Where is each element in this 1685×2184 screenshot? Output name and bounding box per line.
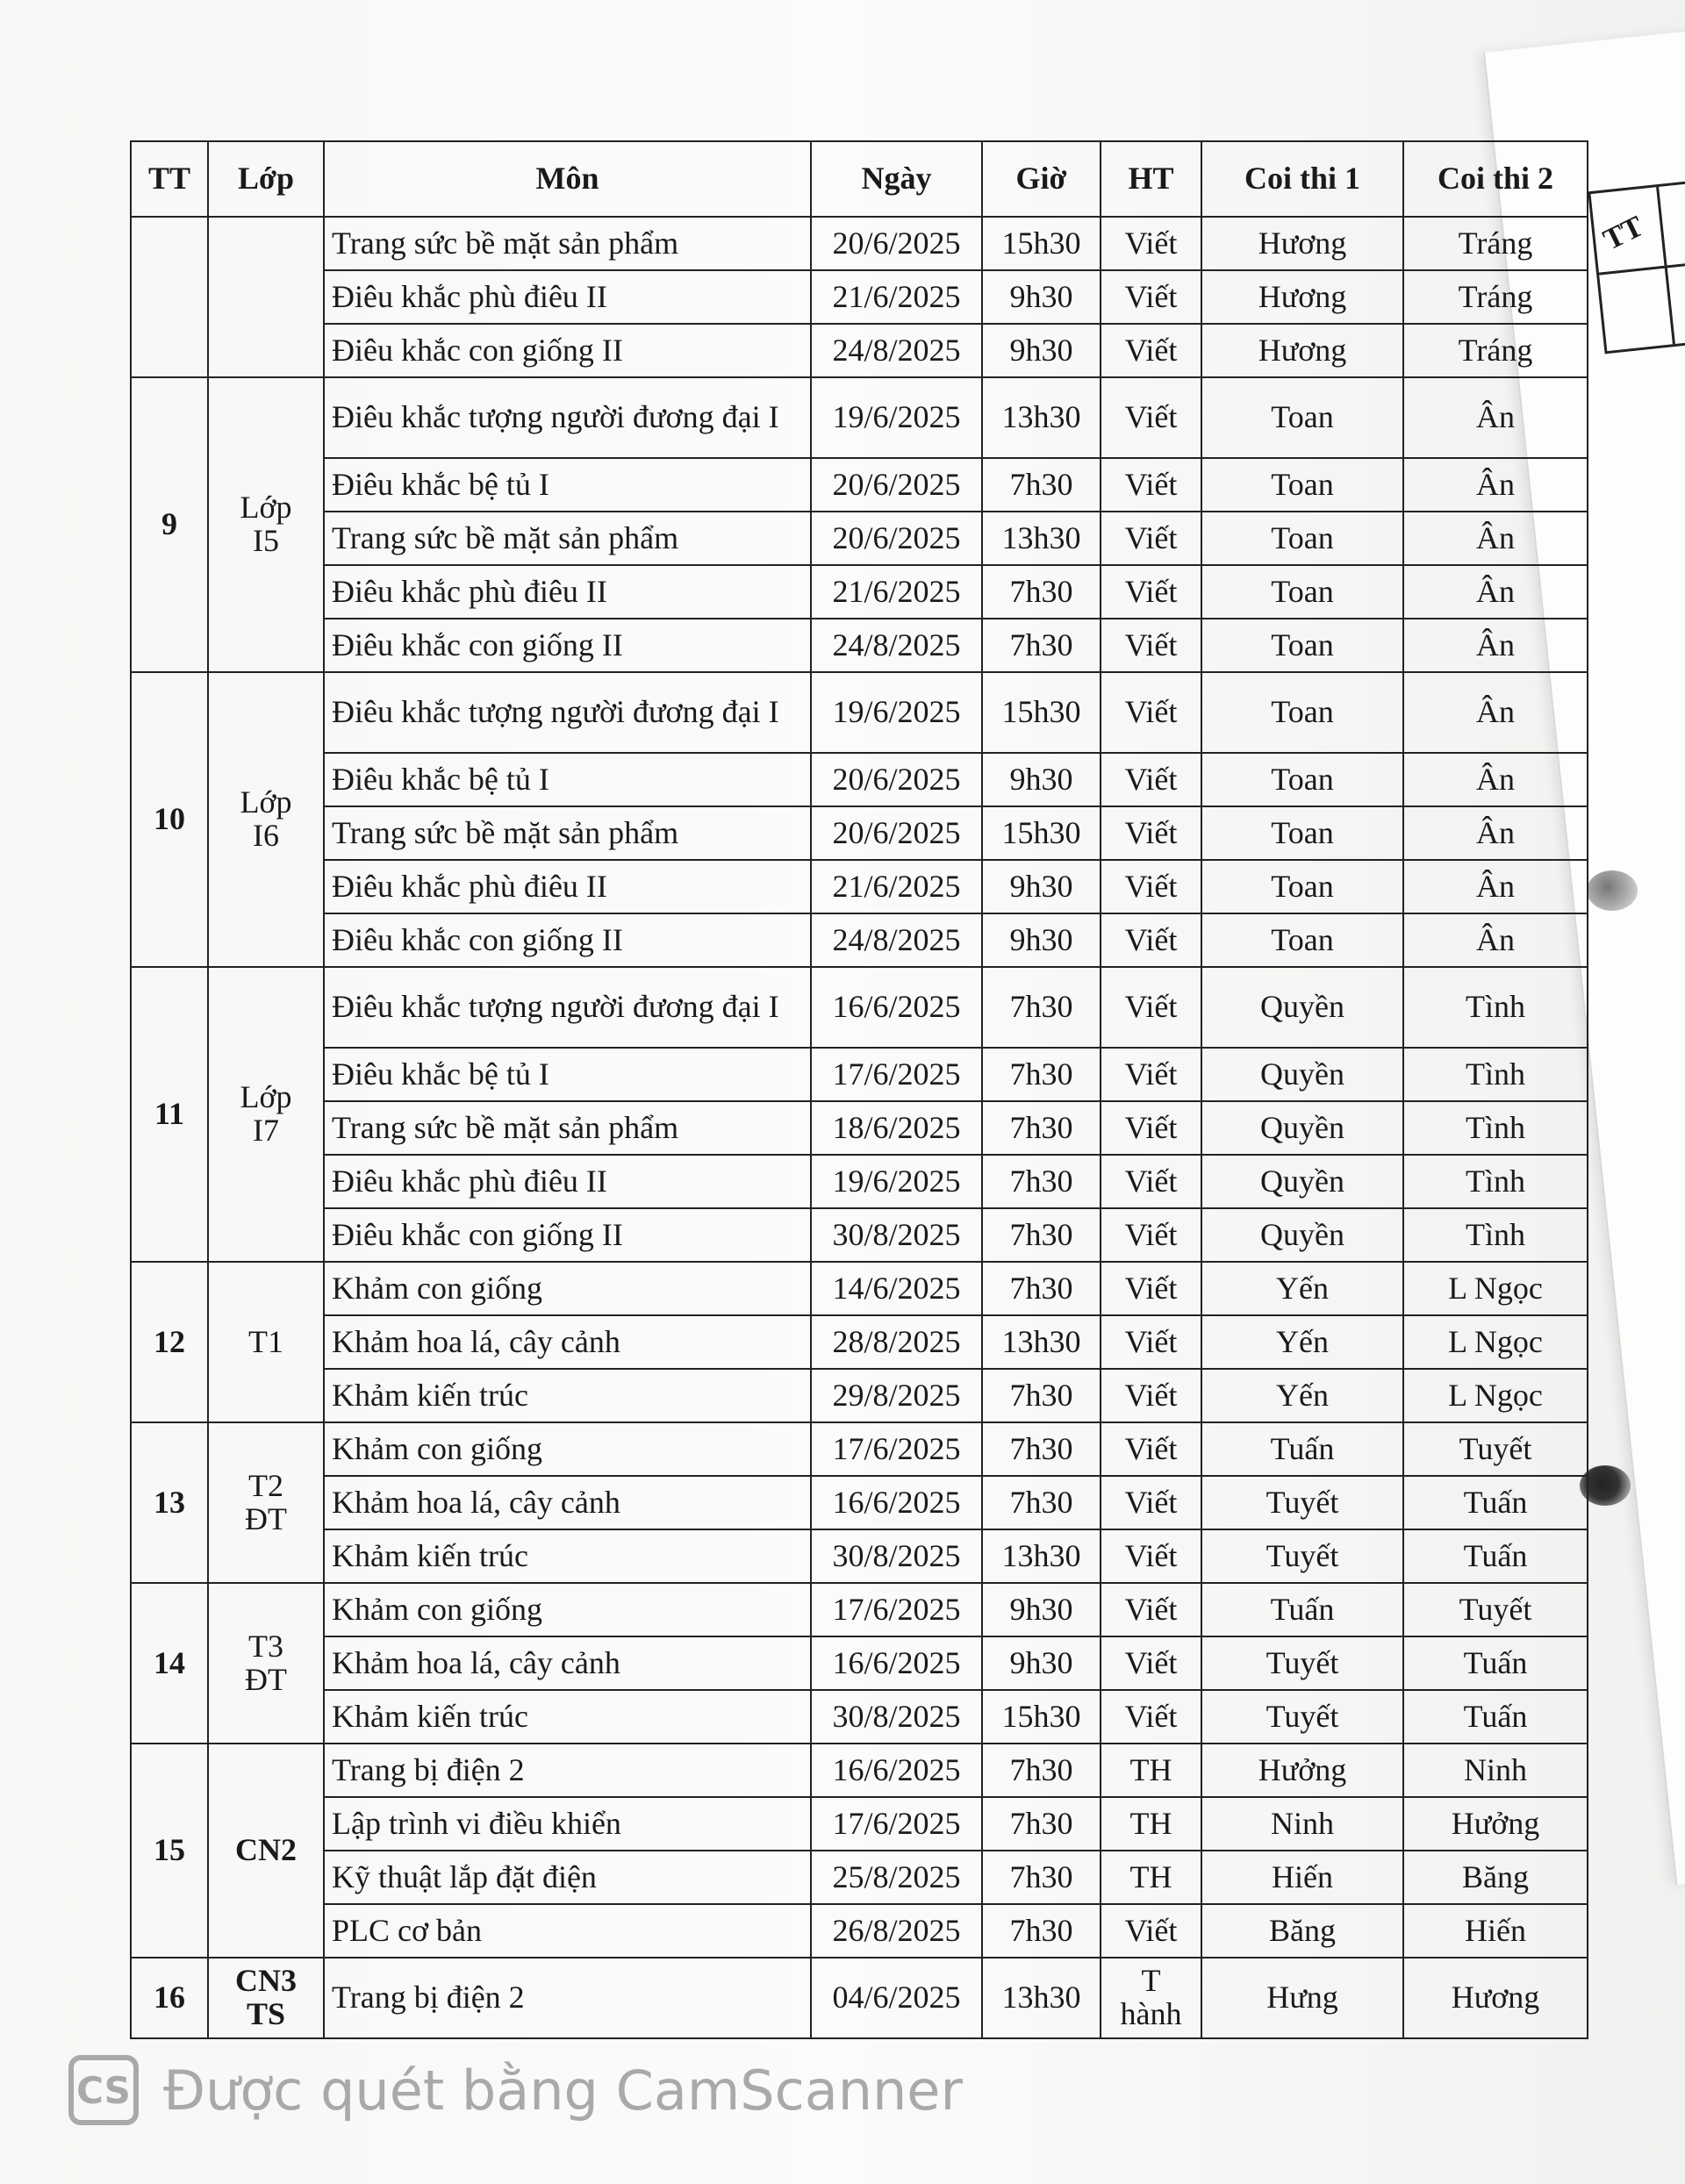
cell-subject: Điêu khắc phù điêu II <box>324 270 811 324</box>
header-ht: HT <box>1101 141 1201 217</box>
cell-time: 13h30 <box>982 512 1101 565</box>
cell-proctor-2: Tình <box>1403 1101 1588 1155</box>
cell-date: 16/6/2025 <box>811 967 982 1048</box>
camscanner-logo-icon: CS <box>68 2055 139 2125</box>
cell-date: 20/6/2025 <box>811 753 982 806</box>
cell-exam-form: Viết <box>1101 1476 1201 1529</box>
cell-time: 7h30 <box>982 1744 1101 1797</box>
cell-date: 30/8/2025 <box>811 1529 982 1583</box>
cell-proctor-2: Tuyết <box>1403 1422 1588 1476</box>
cell-date: 30/8/2025 <box>811 1690 982 1744</box>
class-name-line: T2 <box>248 1467 283 1503</box>
adjacent-table-fragment <box>1588 178 1685 354</box>
cell-proctor-2: Tình <box>1403 1048 1588 1101</box>
cell-exam-form: Viết <box>1101 753 1201 806</box>
cell-time: 9h30 <box>982 753 1101 806</box>
cell-subject: Điêu khắc tượng người đương đại I <box>324 377 811 458</box>
table-row <box>131 1744 1588 1797</box>
cell-proctor-2: L Ngọc <box>1403 1315 1588 1369</box>
header-ngay: Ngày <box>811 141 982 217</box>
cell-date: 14/6/2025 <box>811 1262 982 1315</box>
cell-proctor-1: Toan <box>1201 753 1403 806</box>
cell-proctor-2: L Ngọc <box>1403 1262 1588 1315</box>
table-row <box>131 324 1588 377</box>
cell-date: 04/6/2025 <box>811 1958 982 2038</box>
cell-subject: Khảm hoa lá, cây cảnh <box>324 1636 811 1690</box>
cell-proctor-1: Tuyết <box>1201 1529 1403 1583</box>
cell-date: 17/6/2025 <box>811 1048 982 1101</box>
cell-time: 13h30 <box>982 377 1101 458</box>
header-coi-thi-1: Coi thi 1 <box>1201 141 1403 217</box>
cell-date: 24/8/2025 <box>811 913 982 967</box>
cell-exam-form: Viết <box>1101 1369 1201 1422</box>
cell-tt: 13 <box>131 1422 208 1583</box>
cell-subject: Trang bị điện 2 <box>324 1958 811 2038</box>
cell-date: 16/6/2025 <box>811 1476 982 1529</box>
cell-exam-form: TH <box>1101 1744 1201 1797</box>
cell-exam-form: Viết <box>1101 913 1201 967</box>
cell-date: 25/8/2025 <box>811 1851 982 1904</box>
cell-proctor-2: L Ngọc <box>1403 1369 1588 1422</box>
cell-lop <box>208 377 324 672</box>
cell-tt <box>131 217 208 377</box>
cell-exam-form: Viết <box>1101 1636 1201 1690</box>
cell-subject: Điêu khắc con giống II <box>324 913 811 967</box>
cell-subject: Khảm con giống <box>324 1583 811 1636</box>
cell-lop <box>208 672 324 967</box>
class-name-line: CN3 <box>235 1963 297 1999</box>
cell-proctor-1: Quyền <box>1201 1155 1403 1208</box>
cell-exam-form: Viết <box>1101 1262 1201 1315</box>
cell-subject: Khảm hoa lá, cây cảnh <box>324 1315 811 1369</box>
cell-proctor-2: Ân <box>1403 619 1588 672</box>
cell-date: 20/6/2025 <box>811 458 982 512</box>
table-row <box>131 1690 1588 1744</box>
cell-subject: Điêu khắc bệ tủ I <box>324 1048 811 1101</box>
cell-proctor-2: Tráng <box>1403 324 1588 377</box>
cell-exam-form: Viết <box>1101 458 1201 512</box>
cell-proctor-1: Toan <box>1201 860 1403 913</box>
cell-date: 18/6/2025 <box>811 1101 982 1155</box>
table-row <box>131 967 1588 1048</box>
table-header-row <box>131 141 1588 217</box>
cell-exam-form: Viết <box>1101 270 1201 324</box>
punch-hole <box>1587 870 1638 911</box>
cell-subject: Điêu khắc phù điêu II <box>324 565 811 619</box>
class-name-line: I7 <box>253 1113 279 1148</box>
cell-proctor-1: Ninh <box>1201 1797 1403 1851</box>
cell-exam-form: TH <box>1101 1797 1201 1851</box>
adjacent-header-tt: TT <box>1598 210 1649 257</box>
cell-time: 9h30 <box>982 913 1101 967</box>
cell-proctor-1: Tuyết <box>1201 1476 1403 1529</box>
cell-exam-form: Viết <box>1101 565 1201 619</box>
cell-proctor-1: Quyền <box>1201 1101 1403 1155</box>
table-row <box>131 1851 1588 1904</box>
cell-exam-form: Viết <box>1101 1048 1201 1101</box>
cell-subject: Khảm con giống <box>324 1422 811 1476</box>
table-row <box>131 1208 1588 1262</box>
cell-proctor-2: Ân <box>1403 913 1588 967</box>
cell-subject: Điêu khắc phù điêu II <box>324 1155 811 1208</box>
cell-subject: Điêu khắc con giống II <box>324 324 811 377</box>
cell-subject: Trang sức bề mặt sản phẩm <box>324 217 811 270</box>
cell-proctor-2: Ân <box>1403 860 1588 913</box>
cell-subject: Điêu khắc tượng người đương đại I <box>324 672 811 753</box>
table-body <box>131 217 1588 2038</box>
cell-proctor-2: Ân <box>1403 565 1588 619</box>
header-tt: TT <box>131 141 208 217</box>
table-row <box>131 377 1588 458</box>
watermark-text: Được quét bằng CamScanner <box>163 2058 963 2123</box>
table-row <box>131 565 1588 619</box>
cell-proctor-2: Hương <box>1403 1958 1588 2038</box>
cell-proctor-2: Ninh <box>1403 1744 1588 1797</box>
cell-subject: Trang sức bề mặt sản phẩm <box>324 512 811 565</box>
cell-lop <box>208 1422 324 1583</box>
table-row <box>131 1422 1588 1476</box>
cell-subject: Trang sức bề mặt sản phẩm <box>324 1101 811 1155</box>
class-name-line: Lớp <box>240 1079 292 1115</box>
cell-tt: 11 <box>131 967 208 1262</box>
cell-proctor-1: Quyền <box>1201 1208 1403 1262</box>
cell-proctor-1: Toan <box>1201 619 1403 672</box>
header-gio: Giờ <box>982 141 1101 217</box>
cell-exam-form: Viết <box>1101 1315 1201 1369</box>
cell-exam-form: Viết <box>1101 1101 1201 1155</box>
class-name-line: TS <box>246 1996 286 2031</box>
cell-proctor-1: Toan <box>1201 565 1403 619</box>
table-row <box>131 217 1588 270</box>
cell-exam-form: Viết <box>1101 1529 1201 1583</box>
class-name-line: Lớp <box>240 490 292 526</box>
cell-proctor-2: Tình <box>1403 1208 1588 1262</box>
cell-exam-form: Viết <box>1101 512 1201 565</box>
cell-proctor-2: Tình <box>1403 967 1588 1048</box>
table-row <box>131 672 1588 753</box>
table-row <box>131 1369 1588 1422</box>
class-name-line: T3 <box>248 1628 283 1664</box>
table-row <box>131 1262 1588 1315</box>
table-row <box>131 1636 1588 1690</box>
table-row <box>131 1797 1588 1851</box>
cell-proctor-2: Ân <box>1403 458 1588 512</box>
cell-date: 26/8/2025 <box>811 1904 982 1958</box>
cell-date: 20/6/2025 <box>811 806 982 860</box>
header-coi-thi-2: Coi thi 2 <box>1403 141 1588 217</box>
exam-schedule-table <box>130 140 1588 2039</box>
cell-proctor-2: Tuyết <box>1403 1583 1588 1636</box>
cell-date: 17/6/2025 <box>811 1583 982 1636</box>
cell-date: 24/8/2025 <box>811 619 982 672</box>
cell-date: 21/6/2025 <box>811 270 982 324</box>
cell-time: 9h30 <box>982 860 1101 913</box>
cell-time: 7h30 <box>982 1851 1101 1904</box>
cell-date: 17/6/2025 <box>811 1797 982 1851</box>
header-mon: Môn <box>324 141 811 217</box>
cell-proctor-2: Tráng <box>1403 270 1588 324</box>
cell-proctor-1: Toan <box>1201 672 1403 753</box>
cell-tt: 10 <box>131 672 208 967</box>
cell-proctor-1: Hưởng <box>1201 1744 1403 1797</box>
cell-date: 29/8/2025 <box>811 1369 982 1422</box>
cell-time: 13h30 <box>982 1529 1101 1583</box>
cell-date: 20/6/2025 <box>811 512 982 565</box>
cell-exam-form: Viết <box>1101 217 1201 270</box>
cell-exam-form: Viết <box>1101 619 1201 672</box>
cell-time: 15h30 <box>982 1690 1101 1744</box>
cell-time: 13h30 <box>982 1315 1101 1369</box>
cell-subject: Khảm kiến trúc <box>324 1369 811 1422</box>
cell-proctor-1: Quyền <box>1201 1048 1403 1101</box>
cell-date: 20/6/2025 <box>811 217 982 270</box>
cell-time: 15h30 <box>982 672 1101 753</box>
cell-proctor-1: Tuyết <box>1201 1690 1403 1744</box>
cell-exam-form: Viết <box>1101 1155 1201 1208</box>
cell-date: 16/6/2025 <box>811 1744 982 1797</box>
cell-time: 9h30 <box>982 1636 1101 1690</box>
cell-time: 9h30 <box>982 324 1101 377</box>
table-row <box>131 458 1588 512</box>
cell-subject: Kỹ thuật lắp đặt điện <box>324 1851 811 1904</box>
cell-proctor-2: Ân <box>1403 672 1588 753</box>
cell-date: 17/6/2025 <box>811 1422 982 1476</box>
cell-subject: Trang sức bề mặt sản phẩm <box>324 806 811 860</box>
cell-time: 9h30 <box>982 270 1101 324</box>
cell-lop <box>208 967 324 1262</box>
cell-exam-form: Viết <box>1101 1422 1201 1476</box>
cell-subject: Điêu khắc phù điêu II <box>324 860 811 913</box>
cell-time: 7h30 <box>982 619 1101 672</box>
cell-proctor-1: Yến <box>1201 1262 1403 1315</box>
cell-time: 7h30 <box>982 1476 1101 1529</box>
cell-time: 9h30 <box>982 1583 1101 1636</box>
cell-subject: Điêu khắc bệ tủ I <box>324 753 811 806</box>
cell-time: 7h30 <box>982 1208 1101 1262</box>
cell-proctor-1: Yến <box>1201 1315 1403 1369</box>
cell-proctor-2: Tuấn <box>1403 1636 1588 1690</box>
cell-date: 30/8/2025 <box>811 1208 982 1262</box>
class-name-line: ĐT <box>245 1500 287 1536</box>
cell-lop <box>208 217 324 377</box>
cell-time: 7h30 <box>982 1904 1101 1958</box>
cell-date: 21/6/2025 <box>811 565 982 619</box>
cell-proctor-1: Băng <box>1201 1904 1403 1958</box>
cell-proctor-1: Toan <box>1201 458 1403 512</box>
cell-proctor-2: Hiến <box>1403 1904 1588 1958</box>
table-row <box>131 1315 1588 1369</box>
cell-time: 7h30 <box>982 1797 1101 1851</box>
table-row <box>131 1048 1588 1101</box>
cell-time: 7h30 <box>982 1422 1101 1476</box>
cell-date: 21/6/2025 <box>811 860 982 913</box>
cell-proctor-1: Hưng <box>1201 1958 1403 2038</box>
cell-subject: Khảm kiến trúc <box>324 1529 811 1583</box>
cell-date: 19/6/2025 <box>811 1155 982 1208</box>
table-row <box>131 1904 1588 1958</box>
cell-subject: Trang bị điện 2 <box>324 1744 811 1797</box>
cell-date: 16/6/2025 <box>811 1636 982 1690</box>
table-row <box>131 913 1588 967</box>
cell-proctor-2: Ân <box>1403 377 1588 458</box>
cell-subject: Khảm con giống <box>324 1262 811 1315</box>
table-row <box>131 1476 1588 1529</box>
cell-proctor-2: Tráng <box>1403 217 1588 270</box>
cell-exam-form: Viết <box>1101 377 1201 458</box>
table-row <box>131 512 1588 565</box>
cell-exam-form: TH <box>1101 1851 1201 1904</box>
cell-time: 7h30 <box>982 1369 1101 1422</box>
cell-subject: Điêu khắc bệ tủ I <box>324 458 811 512</box>
cell-subject: Khảm kiến trúc <box>324 1690 811 1744</box>
cell-subject: PLC cơ bản <box>324 1904 811 1958</box>
class-name-line: ĐT <box>245 1661 287 1697</box>
cell-tt: 15 <box>131 1744 208 1958</box>
cell-time: 7h30 <box>982 1155 1101 1208</box>
cell-date: 19/6/2025 <box>811 672 982 753</box>
cell-tt: 16 <box>131 1958 208 2038</box>
cell-exam-form: Viết <box>1101 1208 1201 1262</box>
cell-lop <box>208 1583 324 1744</box>
cell-proctor-1: Tuấn <box>1201 1422 1403 1476</box>
cell-exam-form: Viết <box>1101 806 1201 860</box>
table-row <box>131 1583 1588 1636</box>
cell-tt: 9 <box>131 377 208 672</box>
table-row <box>131 1958 1588 2038</box>
camscanner-watermark <box>68 2053 963 2127</box>
cell-proctor-1: Toan <box>1201 512 1403 565</box>
cell-proctor-2: Tình <box>1403 1155 1588 1208</box>
cell-exam-form: T hành <box>1101 1958 1201 2038</box>
header-lop: Lớp <box>208 141 324 217</box>
cell-exam-form: Viết <box>1101 672 1201 753</box>
cell-exam-form: Viết <box>1101 1690 1201 1744</box>
cell-date: 19/6/2025 <box>811 377 982 458</box>
cell-proctor-1: Hương <box>1201 324 1403 377</box>
cell-proctor-2: Hưởng <box>1403 1797 1588 1851</box>
cell-time: 7h30 <box>982 1101 1101 1155</box>
class-name-line: Lớp <box>240 784 292 820</box>
table-row <box>131 1529 1588 1583</box>
cell-proctor-1: Tuyết <box>1201 1636 1403 1690</box>
cell-time: 15h30 <box>982 806 1101 860</box>
cell-time: 7h30 <box>982 1262 1101 1315</box>
class-name-line: CN2 <box>235 1832 297 1868</box>
table-row <box>131 860 1588 913</box>
cell-proctor-1: Hiến <box>1201 1851 1403 1904</box>
cell-time: 7h30 <box>982 967 1101 1048</box>
table-row <box>131 270 1588 324</box>
table-row <box>131 753 1588 806</box>
cell-proctor-2: Tuấn <box>1403 1476 1588 1529</box>
table-row <box>131 1155 1588 1208</box>
cell-proctor-2: Băng <box>1403 1851 1588 1904</box>
cell-proctor-2: Tuấn <box>1403 1529 1588 1583</box>
cell-lop <box>208 1958 324 2038</box>
cell-time: 15h30 <box>982 217 1101 270</box>
cell-time: 7h30 <box>982 1048 1101 1101</box>
cell-time: 7h30 <box>982 565 1101 619</box>
cell-proctor-1: Hương <box>1201 217 1403 270</box>
cell-date: 28/8/2025 <box>811 1315 982 1369</box>
cell-subject: Điêu khắc con giống II <box>324 619 811 672</box>
cell-exam-form: Viết <box>1101 860 1201 913</box>
table-row <box>131 619 1588 672</box>
cell-lop <box>208 1744 324 1958</box>
cell-proctor-1: Tuấn <box>1201 1583 1403 1636</box>
cell-subject: Điêu khắc tượng người đương đại I <box>324 967 811 1048</box>
cell-date: 24/8/2025 <box>811 324 982 377</box>
cell-tt: 12 <box>131 1262 208 1422</box>
class-name-line: I6 <box>253 818 279 853</box>
cell-exam-form: Viết <box>1101 1904 1201 1958</box>
class-name-line: I5 <box>253 523 279 558</box>
cell-subject: Khảm hoa lá, cây cảnh <box>324 1476 811 1529</box>
cell-proctor-2: Tuấn <box>1403 1690 1588 1744</box>
cell-proctor-1: Toan <box>1201 377 1403 458</box>
cell-tt: 14 <box>131 1583 208 1744</box>
cell-proctor-2: Ân <box>1403 753 1588 806</box>
table-row <box>131 1101 1588 1155</box>
cell-proctor-2: Ân <box>1403 512 1588 565</box>
cell-exam-form: Viết <box>1101 1583 1201 1636</box>
cell-subject: Lập trình vi điều khiển <box>324 1797 811 1851</box>
class-name-line: T1 <box>248 1323 283 1359</box>
cell-proctor-1: Yến <box>1201 1369 1403 1422</box>
cell-subject: Điêu khắc con giống II <box>324 1208 811 1262</box>
cell-exam-form: Viết <box>1101 324 1201 377</box>
cell-time: 7h30 <box>982 458 1101 512</box>
cell-proctor-1: Toan <box>1201 913 1403 967</box>
table-row <box>131 806 1588 860</box>
cell-exam-form: Viết <box>1101 967 1201 1048</box>
cell-time: 13h30 <box>982 1958 1101 2038</box>
cell-lop <box>208 1262 324 1422</box>
cell-proctor-1: Quyền <box>1201 967 1403 1048</box>
cell-proctor-1: Toan <box>1201 806 1403 860</box>
cell-proctor-1: Hương <box>1201 270 1403 324</box>
cell-proctor-2: Ân <box>1403 806 1588 860</box>
